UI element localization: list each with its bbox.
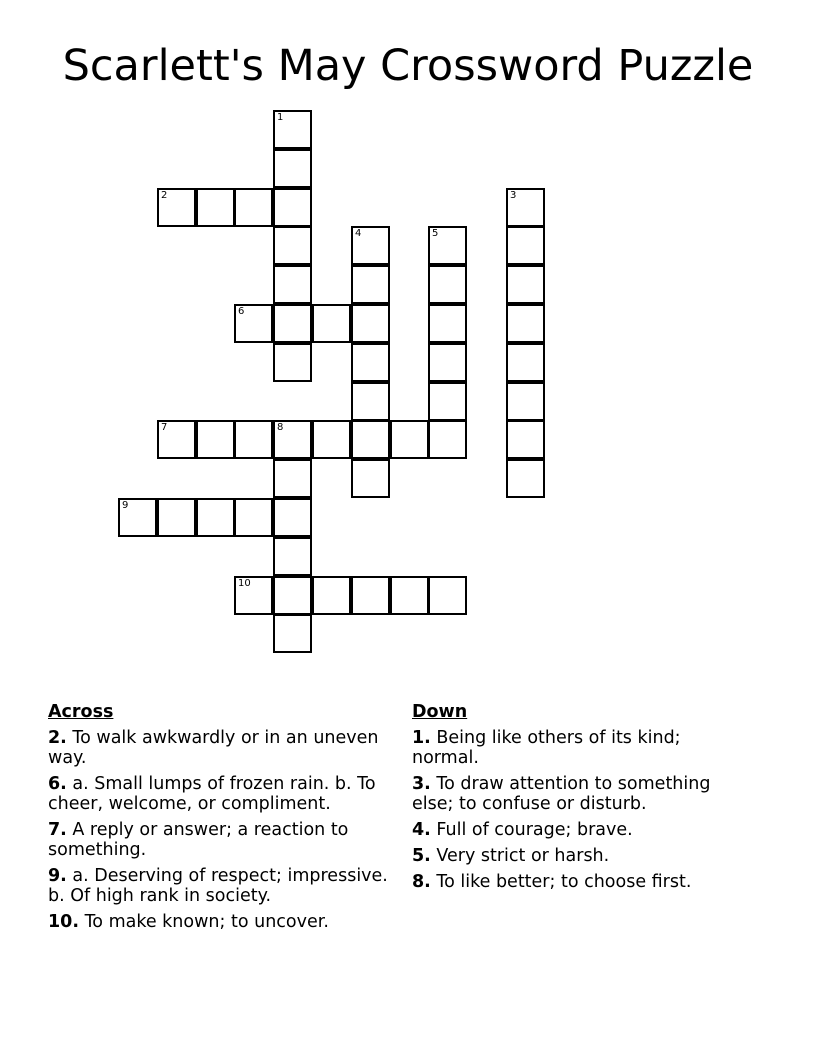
- grid-cell[interactable]: [273, 304, 312, 343]
- clue-item: [412, 728, 752, 768]
- clue-number: 10: [238, 578, 251, 589]
- grid-cell[interactable]: [157, 420, 196, 459]
- grid-cell[interactable]: [506, 420, 545, 459]
- clue-item-text: Being like others of its kind; normal.: [412, 728, 681, 768]
- clue-item: [412, 774, 752, 814]
- grid-cell[interactable]: [390, 420, 429, 459]
- clue-item-number: 9.: [48, 866, 67, 886]
- grid-cell[interactable]: [428, 343, 467, 382]
- clue-item-number: 3.: [412, 774, 431, 794]
- grid-cell[interactable]: [351, 576, 390, 615]
- clue-number: 9: [122, 500, 129, 511]
- grid-cell[interactable]: [312, 304, 351, 343]
- clue-item: [412, 820, 752, 840]
- grid-cell[interactable]: [118, 498, 157, 537]
- grid-cell[interactable]: [506, 265, 545, 304]
- puzzle-title: Scarlett's May Crossword Puzzle: [62, 41, 754, 91]
- clue-item-text: a. Small lumps of frozen rain. b. To cheer, welcome, or compliment.: [48, 774, 376, 814]
- grid-cell[interactable]: [273, 420, 312, 459]
- clue-item-number: 2.: [48, 728, 67, 748]
- clue-number: 6: [238, 306, 245, 317]
- clue-number: 2: [161, 190, 168, 201]
- grid-cell[interactable]: [506, 343, 545, 382]
- grid-cell[interactable]: [506, 459, 545, 498]
- grid-cell[interactable]: [351, 459, 390, 498]
- grid-cell[interactable]: [234, 304, 273, 343]
- grid-cell[interactable]: [157, 498, 196, 537]
- clue-item-text: Very strict or harsh.: [430, 846, 610, 866]
- clue-item: [48, 820, 408, 860]
- grid-cell[interactable]: [157, 188, 196, 227]
- grid-cell[interactable]: [428, 382, 467, 421]
- clue-item-number: 7.: [48, 820, 67, 840]
- clue-item-number: 5.: [412, 846, 431, 866]
- grid-cell[interactable]: [273, 576, 312, 615]
- grid-cell[interactable]: [428, 576, 467, 615]
- clue-item: [412, 846, 752, 866]
- grid-cell[interactable]: [428, 304, 467, 343]
- grid-cell[interactable]: [390, 576, 429, 615]
- clue-item: [48, 912, 408, 932]
- clue-number: 4: [355, 228, 362, 239]
- clue-item-text: To walk awkwardly or in an uneven way.: [48, 728, 379, 768]
- grid-cell[interactable]: [273, 110, 312, 149]
- crossword-grid: [118, 110, 546, 654]
- grid-cell[interactable]: [351, 343, 390, 382]
- clue-item-number: 4.: [412, 820, 431, 840]
- grid-cell[interactable]: [234, 576, 273, 615]
- grid-cell[interactable]: [234, 498, 273, 537]
- grid-cell[interactable]: [312, 420, 351, 459]
- grid-cell[interactable]: [428, 420, 467, 459]
- clue-item-number: 10.: [48, 912, 80, 932]
- grid-cell[interactable]: [273, 188, 312, 227]
- clue-item-text: To make known; to uncover.: [79, 912, 329, 932]
- across-clues: [48, 702, 408, 938]
- grid-cell[interactable]: [273, 614, 312, 653]
- grid-cell[interactable]: [351, 304, 390, 343]
- grid-cell[interactable]: [234, 420, 273, 459]
- grid-cell[interactable]: [273, 343, 312, 382]
- clue-item: [48, 728, 408, 768]
- grid-cell[interactable]: [196, 188, 235, 227]
- grid-cell[interactable]: [351, 265, 390, 304]
- grid-cell[interactable]: [234, 188, 273, 227]
- grid-cell[interactable]: [196, 498, 235, 537]
- clue-item-text: A reply or answer; a reaction to something.: [48, 820, 349, 860]
- grid-cell[interactable]: [351, 226, 390, 265]
- clue-item-number: 6.: [48, 774, 67, 794]
- clue-item: [412, 872, 752, 892]
- clue-item-text: To like better; to choose first.: [430, 872, 692, 892]
- grid-cell[interactable]: [428, 226, 467, 265]
- clue-item-text: To draw attention to something else; to confuse or disturb.: [412, 774, 711, 814]
- clue-item-number: 8.: [412, 872, 431, 892]
- grid-cell[interactable]: [506, 304, 545, 343]
- grid-cell[interactable]: [506, 226, 545, 265]
- clue-item-number: 1.: [412, 728, 431, 748]
- grid-cell[interactable]: [273, 459, 312, 498]
- clue-item-text: Full of courage; brave.: [430, 820, 633, 840]
- grid-cell[interactable]: [273, 226, 312, 265]
- clue-number: 5: [432, 228, 439, 239]
- clue-number: 3: [510, 190, 517, 201]
- grid-cell[interactable]: [196, 420, 235, 459]
- grid-cell[interactable]: [506, 188, 545, 227]
- down-clue-list: [412, 728, 752, 892]
- clue-number: 8: [277, 422, 284, 433]
- grid-cell[interactable]: [273, 498, 312, 537]
- down-clues: [412, 702, 752, 898]
- grid-cell[interactable]: [506, 382, 545, 421]
- grid-cell[interactable]: [351, 382, 390, 421]
- grid-cell[interactable]: [428, 265, 467, 304]
- down-heading: Down: [412, 702, 468, 722]
- across-clue-list: [48, 728, 408, 932]
- clue-item: [48, 866, 408, 906]
- grid-cell[interactable]: [351, 420, 390, 459]
- clue-number: 1: [277, 112, 284, 123]
- clue-number: 7: [161, 422, 168, 433]
- grid-cell[interactable]: [273, 265, 312, 304]
- clue-item: [48, 774, 408, 814]
- grid-cell[interactable]: [273, 537, 312, 576]
- grid-cell[interactable]: [273, 149, 312, 188]
- grid-cell[interactable]: [312, 576, 351, 615]
- clue-item-text: a. Deserving of respect; impressive. b. Of high rank in society.: [48, 866, 388, 906]
- across-heading: Across: [48, 702, 114, 722]
